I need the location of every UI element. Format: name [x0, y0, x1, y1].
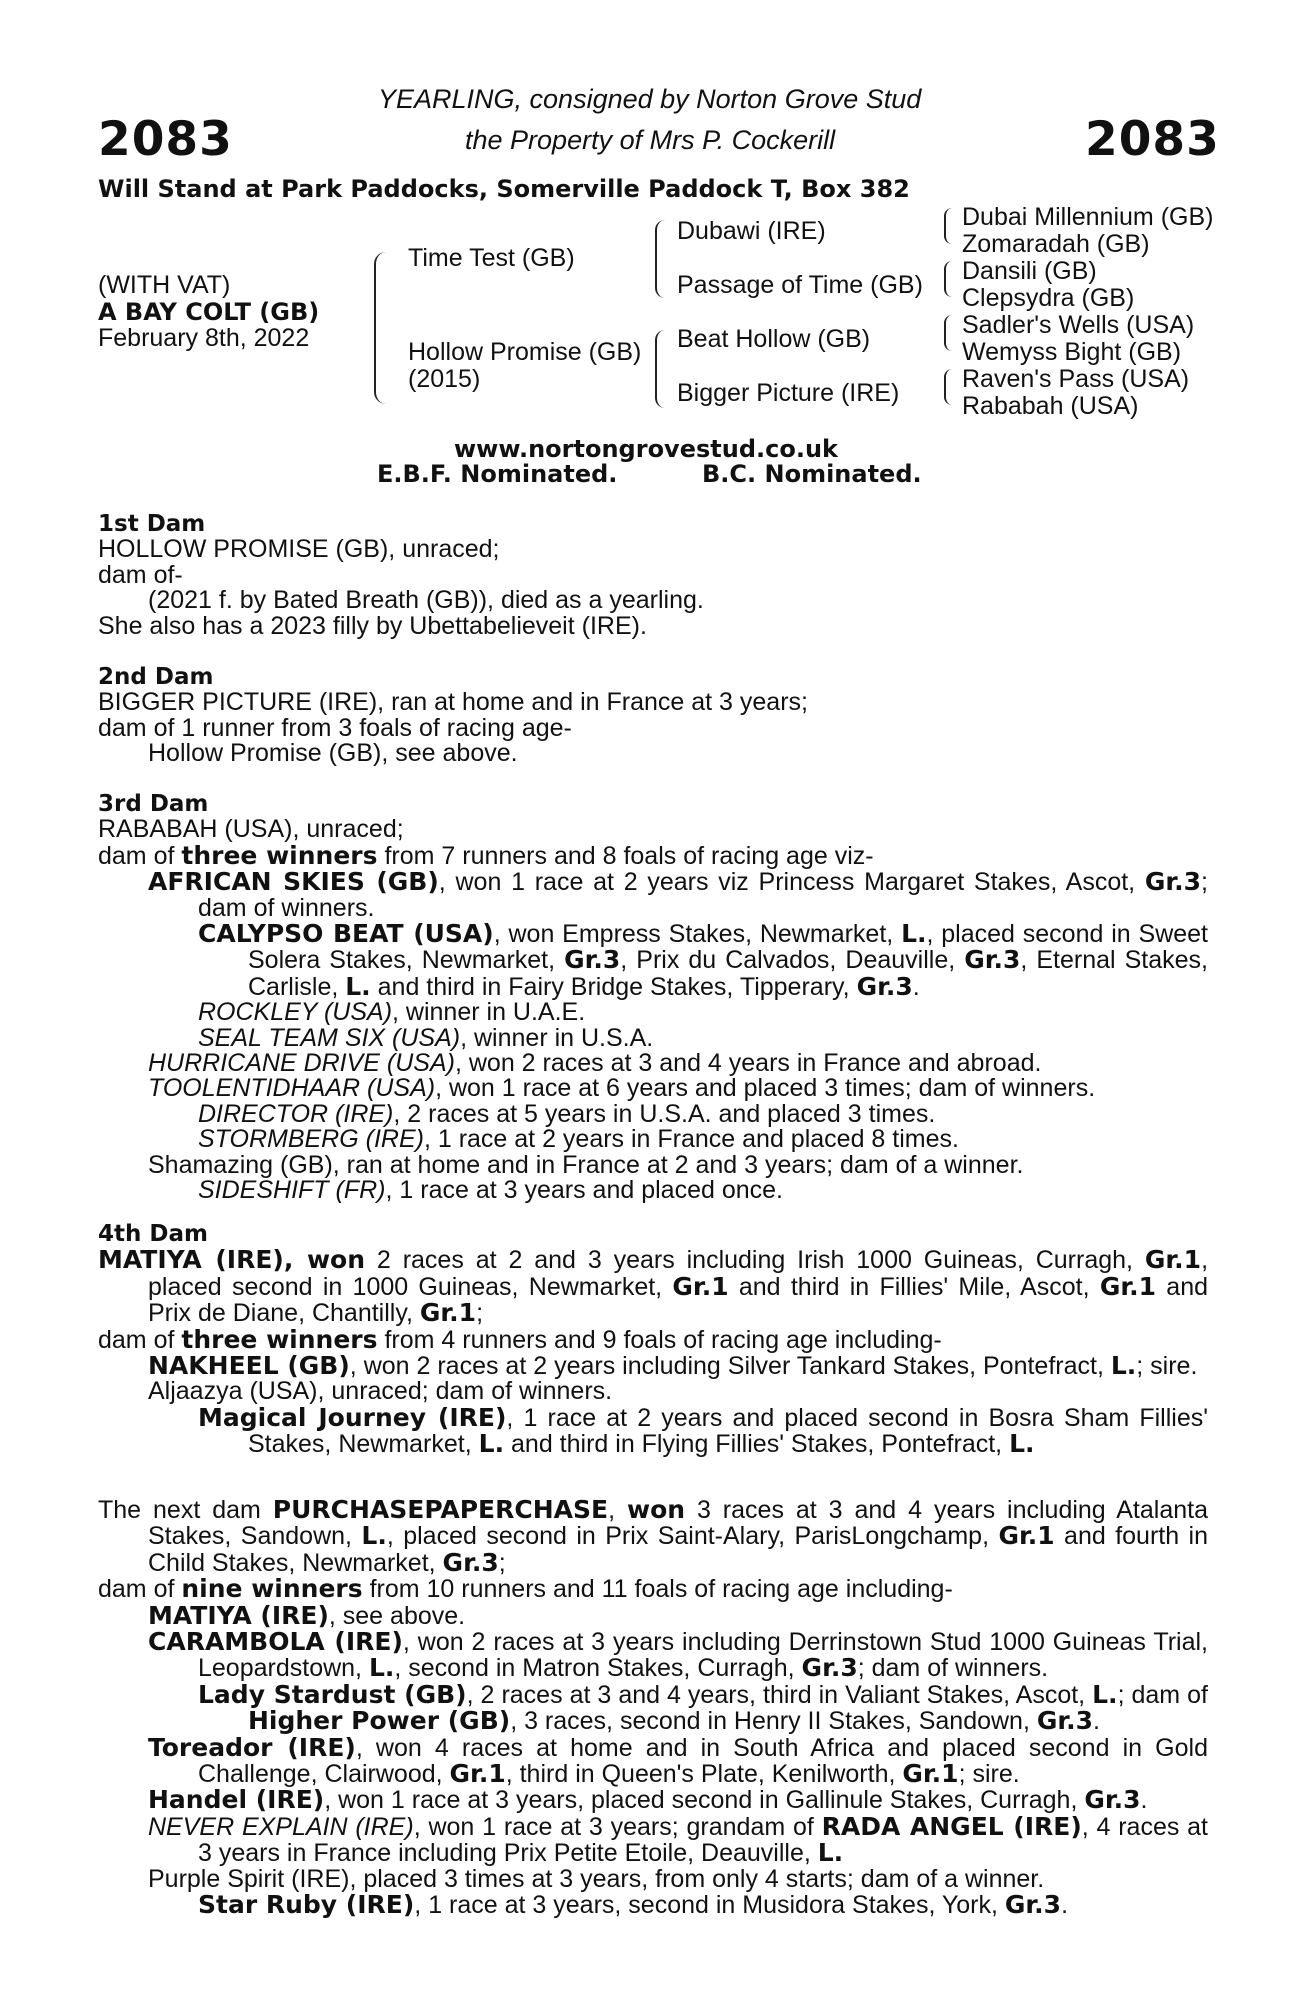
produce-line: Star Ruby (IRE), 1 race at 3 years, second in Musidora Stakes, York, Gr.3. — [198, 1890, 1069, 1920]
pedigree-brace-3b — [944, 261, 954, 297]
gen3-7: Raven's Pass (USA) — [962, 365, 1190, 393]
produce-line: DIRECTOR (IRE), 2 races at 5 years in U.S.A. and placed 3 times. — [198, 1099, 936, 1128]
dam-line: dam of three winners from 7 runners and 8 foals of racing age viz- — [98, 840, 874, 870]
sire-name: Time Test (GB) — [408, 244, 575, 272]
property-line: the Property of Mrs P. Cockerill — [465, 125, 836, 155]
dam-line: dam of three winners from 4 runners and 9 foals of racing age including- — [98, 1324, 942, 1354]
produce-line: (2021 f. by Bated Breath (GB)), died as a yearling. — [148, 586, 704, 615]
produce-line: MATIYA (IRE), see above. — [148, 1600, 466, 1630]
dam-line: dam of- — [98, 560, 183, 589]
dam-line: RABABAH (USA), unraced; — [98, 815, 404, 844]
produce-line: HURRICANE DRIVE (USA), won 2 races at 3 and 4 years in France and abroad. — [148, 1049, 1042, 1078]
dam-line: MATIYA (IRE), won 2 races at 2 and 3 years including Irish 1000 Guineas, Curragh, Gr.1, placed second in 1000 Guineas, Newmarket, Gr.1 and third in Fillies' Mile, Ascot, Gr.1 and Prix de Diane, Chantilly, Gr.1; — [98, 1245, 1209, 1328]
produce-line: TOOLENTIDHAAR (USA), won 1 race at 6 years and placed 3 times; dam of winners. — [148, 1074, 1096, 1103]
produce-line: SEAL TEAM SIX (USA), winner in U.S.A. — [198, 1023, 654, 1052]
produce-line: NAKHEEL (GB), won 2 races at 2 years including Silver Tankard Stakes, Pontefract, L.; sire. — [148, 1351, 1198, 1381]
first-dam-section — [98, 512, 1208, 639]
produce-line: Hollow Promise (GB), see above. — [148, 739, 518, 768]
produce-line: Toreador (IRE), won 4 races at home and in South Africa and placed second in Gold Challenge, Clairwood, Gr.1, third in Queen's Plate, Kenilworth, Gr.1; sire. — [148, 1732, 1208, 1789]
gen3-4: Clepsydra (GB) — [962, 284, 1135, 312]
produce-line: Lady Stardust (GB), 2 races at 3 and 4 years, third in Valiant Stakes, Ascot, L.; dam of Higher Power (GB), 3 races, second in Henry II Stakes, Sandown, Gr.3. — [198, 1679, 1208, 1736]
gen3-2: Zomaradah (GB) — [962, 230, 1150, 258]
produce-line: CALYPSO BEAT (USA), won Empress Stakes, Newmarket, L., placed second in Sweet Solera Stakes, Newmarket, Gr.3, Prix du Calvados, Deauville, Gr.3, Eternal Stakes, Carlisle, L. and third in Fairy Bridge Stakes, Tipperary, Gr.3. — [198, 919, 1209, 1001]
section-title: 2nd Dam — [98, 664, 214, 690]
sire-dam: Passage of Time (GB) — [677, 271, 923, 299]
produce-line: AFRICAN SKIES (GB), won 1 race at 2 years viz Princess Margaret Stakes, Ascot, Gr.3; dam of winners. — [148, 867, 1208, 922]
second-dam-section — [98, 665, 1208, 767]
produce-line: SIDESHIFT (FR), 1 race at 3 years and placed once. — [198, 1176, 783, 1205]
foaling-date: February 8th, 2022 — [98, 324, 310, 352]
fourth-dam-section — [98, 1222, 1208, 1458]
produce-line: STORMBERG (IRE), 1 race at 2 years in France and placed 8 times. — [198, 1125, 959, 1154]
gen3-8: Rababah (USA) — [962, 392, 1139, 420]
gen3-3: Dansili (GB) — [962, 257, 1097, 285]
pedigree-brace-main — [374, 252, 388, 404]
pedigree-brace-dam — [655, 330, 667, 408]
section-title: 1st Dam — [98, 511, 206, 537]
consignor-line: YEARLING, consigned by Norton Grove Stud — [378, 84, 922, 114]
dam-line: dam of nine winners from 10 runners and 11 foals of racing age including- — [98, 1574, 953, 1604]
produce-line: Aljaazya (USA), unraced; dam of winners. — [148, 1377, 613, 1406]
dam-line: BIGGER PICTURE (IRE), ran at home and in France at 3 years; — [98, 688, 808, 717]
ebf-nomination: E.B.F. Nominated. — [377, 460, 618, 488]
dam-line: HOLLOW PROMISE (GB), unraced; — [98, 535, 500, 564]
produce-line: Shamazing (GB), ran at home and in France at 2 and 3 years; dam of a winner. — [148, 1150, 1024, 1179]
produce-line: Purple Spirit (IRE), placed 3 times at 3 years, from only 4 starts; dam of a winner. — [148, 1864, 1045, 1893]
next-dam-section — [98, 1497, 1208, 1919]
produce-line: ROCKLEY (USA), winner in U.A.E. — [198, 998, 586, 1027]
produce-line: NEVER EXPLAIN (IRE), won 1 race at 3 years; grandam of RADA ANGEL (IRE), 4 races at 3 years in France including Prix Petite Etoile, Deauville, L. — [148, 1811, 1209, 1868]
produce-line: Magical Journey (IRE), 1 race at 2 years and placed second in Bosra Sham Fillies' Stakes, Newmarket, L. and third in Flying Fillies' Stakes, Pontefract, L. — [198, 1402, 1209, 1459]
produce-line: Handel (IRE), won 1 race at 3 years, placed second in Gallinule Stakes, Curragh, Gr.3. — [148, 1785, 1148, 1815]
horse-name: A BAY COLT (GB) — [98, 298, 320, 326]
gen3-6: Wemyss Bight (GB) — [962, 338, 1182, 366]
dam-year: (2015) — [408, 365, 481, 393]
vat-note: (WITH VAT) — [98, 271, 231, 299]
section-title: 3rd Dam — [98, 791, 209, 817]
dam-line: dam of 1 runner from 3 foals of racing age- — [98, 713, 572, 742]
stand-location: Will Stand at Park Paddocks, Somerville Paddock T, Box 382 — [98, 175, 910, 203]
dam-sire: Beat Hollow (GB) — [677, 325, 871, 353]
gen3-1: Dubai Millennium (GB) — [962, 203, 1214, 231]
third-dam-section — [98, 792, 1208, 1204]
lot-number-left: 2083 — [98, 112, 233, 167]
dam-dam: Bigger Picture (IRE) — [677, 379, 900, 407]
lot-number-right: 2083 — [1085, 112, 1220, 167]
gen3-5: Sadler's Wells (USA) — [962, 311, 1195, 339]
dam-line: She also has a 2023 filly by Ubettabelieveit (IRE). — [98, 611, 647, 640]
section-title: 4th Dam — [98, 1221, 208, 1247]
sire-sire: Dubawi (IRE) — [677, 217, 826, 245]
dam-line: The next dam PURCHASEPAPERCHASE, won 3 races at 3 and 4 years including Atalanta Stakes, Sandown, L., placed second in Prix Saint-Alary, ParisLongchamp, Gr.1 and fourth in Child Stakes, Newmarket, Gr.3; — [98, 1495, 1208, 1577]
dam-name: Hollow Promise (GB) — [408, 338, 642, 366]
bc-nomination: B.C. Nominated. — [702, 460, 922, 488]
produce-line: CARAMBOLA (IRE), won 2 races at 3 years including Derrinstown Stud 1000 Guineas Trial, Leopardstown, L., second in Matron Stakes, Curragh, Gr.3; dam of winners. — [148, 1627, 1208, 1683]
pedigree-brace-3a — [944, 208, 954, 244]
pedigree-brace-sire — [655, 220, 667, 298]
pedigree-brace-3c — [944, 315, 954, 351]
website-link[interactable]: www.nortongrovestud.co.uk — [454, 435, 838, 463]
pedigree-brace-3d — [944, 369, 954, 405]
